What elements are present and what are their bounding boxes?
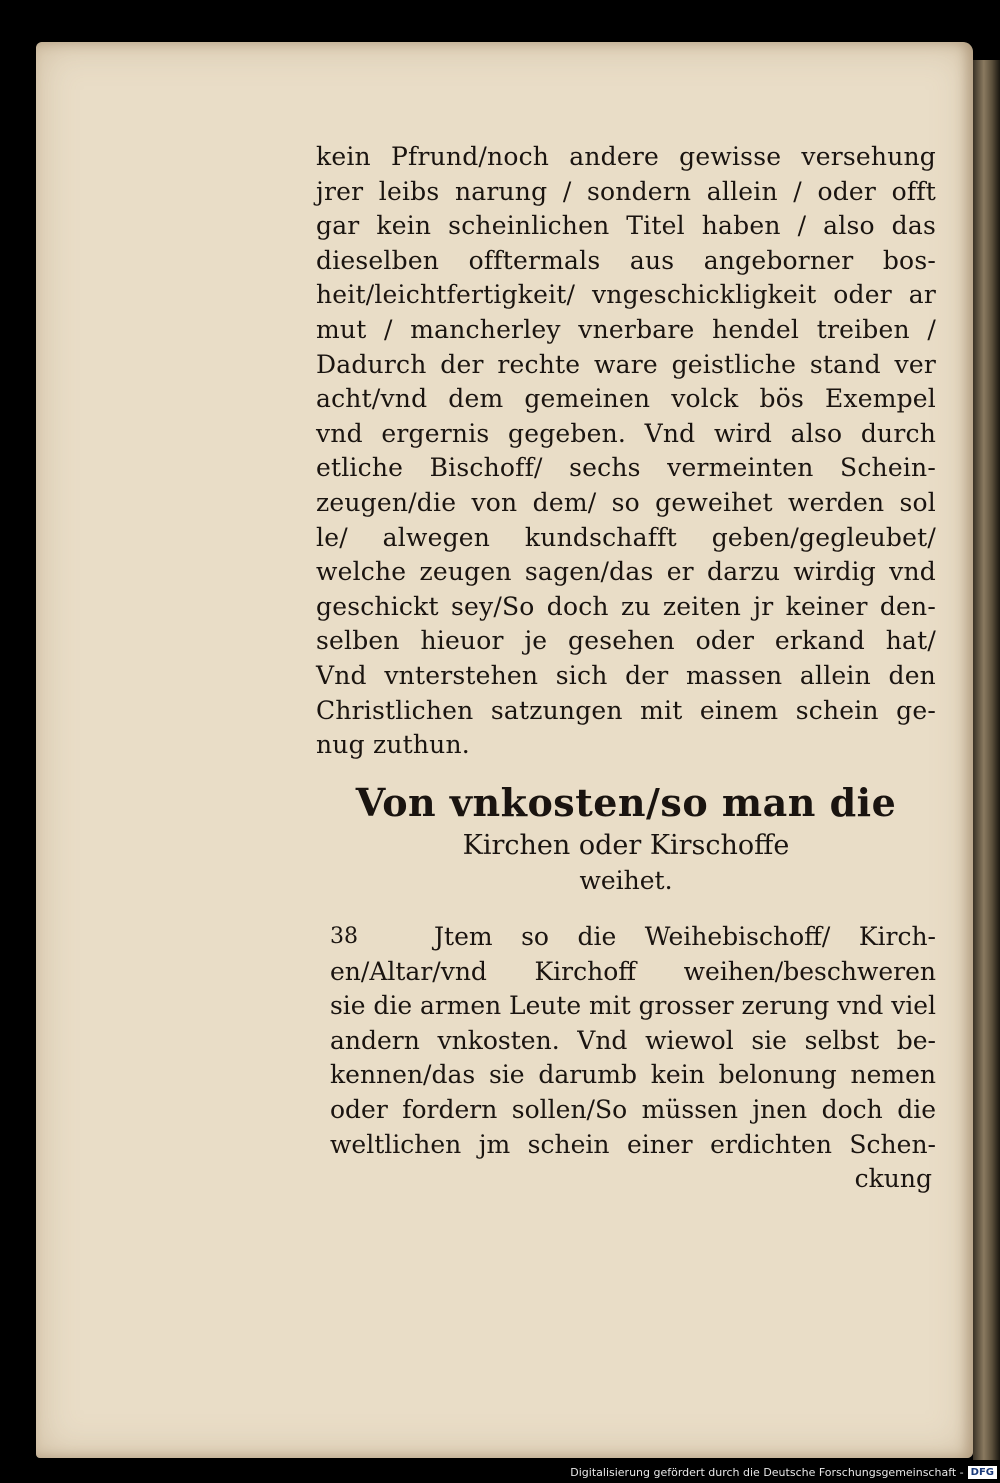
section-lines — [330, 955, 936, 1163]
text-line: Christlichen satzungen mit einem schein ge- — [316, 695, 936, 725]
section-heading — [316, 778, 936, 898]
heading-line-3: weihet. — [579, 866, 673, 895]
text-line: acht/vnd dem gemeinen volck bös Exempel — [316, 384, 936, 414]
dfg-logo: DFG — [968, 1466, 997, 1479]
text-line: le/ alwegen kundschafft geben/gegleubet/ — [316, 522, 936, 552]
text-line: weltlichen jm schein einer erdichten Schen- — [330, 1129, 936, 1159]
text-line: selben hieuor je gesehen oder erkand hat/ — [316, 626, 936, 656]
text-line: dieselben offtermals aus angeborner bos- — [316, 245, 936, 275]
text-line: geschickt sey/So doch zu zeiten jr keiner den- — [316, 591, 936, 621]
text-line: oder fordern sollen/So müssen jnen doch die — [330, 1094, 936, 1124]
body-text — [316, 140, 936, 763]
text-line: mut / mancherley vnerbare hendel treiben / — [316, 314, 936, 344]
text-line: gar kein scheinlichen Titel haben / also das — [316, 211, 936, 241]
book-edge — [973, 60, 1000, 1460]
text-line: Vnd vnterstehen sich der massen allein den — [316, 660, 936, 690]
text-line: kennen/das sie darumb kein belonung nemen — [330, 1060, 936, 1090]
footer-text: Digitalisierung gefördert durch die Deutsche Forschungsgemeinschaft - — [570, 1465, 964, 1479]
text-line: jrer leibs narung / sondern allein / oder offt — [316, 176, 936, 206]
section-38 — [330, 920, 936, 1197]
digitization-footer — [570, 1461, 1000, 1483]
text-line: etliche Bischoff/ sechs vermeinten Schein- — [316, 453, 936, 483]
text-line: Dadurch der rechte ware geistliche stand ver — [316, 349, 936, 379]
text-line: sie die armen Leute mit grosser zerung vnd viel — [330, 991, 936, 1021]
text-line: en/Altar/vnd Kirchoff weihen/beschweren — [330, 956, 936, 986]
section-first-text: Jtem so die Weihebischoff/ Kirch- — [434, 922, 936, 951]
text-line: kein Pfrund/noch andere gewisse versehung — [316, 142, 936, 171]
text-line: welche zeugen sagen/das er darzu wirdig vnd — [316, 557, 936, 587]
heading-line-1: Von vnkosten/so man die — [355, 780, 897, 825]
section-number: 38 — [330, 924, 358, 949]
catchword: ckung — [854, 1164, 932, 1194]
heading-line-2: Kirchen oder Kirschoffe — [462, 830, 790, 861]
text-line: heit/leichtfertigkeit/ vngeschickligkeit oder ar — [316, 280, 936, 310]
text-line: zeugen/die von dem/ so geweihet werden sol — [316, 487, 936, 517]
text-line: nug zuthun. — [316, 730, 470, 760]
section-first-line — [330, 920, 936, 955]
text-line: vnd ergernis gegeben. Vnd wird also durch — [316, 418, 936, 448]
text-line: andern vnkosten. Vnd wiewol sie selbst be- — [330, 1025, 936, 1055]
